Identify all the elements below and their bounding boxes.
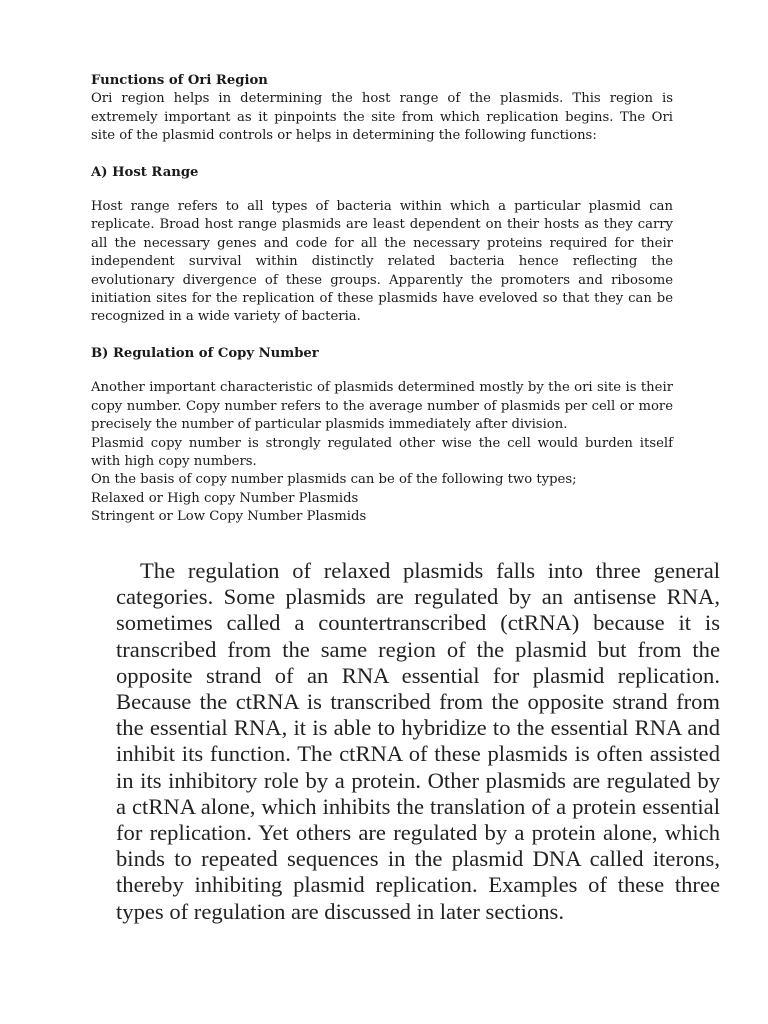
copy-number-paragraph-1: Another important characteristic of plasmids determined mostly by the ori site is their copy number. Copy number refers to the average number of plasmids per cell or more precisely the number of particular plasmids immediately after division. (91, 380, 673, 433)
excerpt-paragraph: The regulation of relaxed plasmids falls into three general categories. Some plasmids are regulated by an antisense RNA, sometimes called a countertranscribed (ctRNA) because it is transcribed from the same region of the plasmid but from the opposite strand of an RNA essential for plasmid replication. Because the ctRNA is transcribed from the opposite strand from the essential RNA, it is able to hybridize to the essential RNA and inhibit its function. The ctRNA of these plasmids is often assisted in its inhibitory role by a protein. Other plasmids are regulated by a ctRNA alone, which inhibits the translation of a protein essential for replication. Yet others are regulated by a protein alone, which binds to repeated sequences in the plasmid DNA called iterons, thereby inhibiting plasmid replication. Examples of these three types of regulation are discussed in later sections. (116, 558, 720, 924)
host-range-paragraph: Host range refers to all types of bacteria within which a particular plasmid can replicate. Broad host range plasmids are least dependent on their hosts as they carry all the necessary genes and code for all the necessary proteins required for their independent survival within distinctly related bacteria hence reflecting the evolutionary divergence of these groups. Apparently the promoters and ribosome initiation sites for the replication of these plasmids have eveloved so that they can be recognized in a wide variety of bacteria. (91, 199, 673, 325)
scanned-textbook-excerpt (116, 558, 720, 925)
copy-number-types-intro: On the basis of copy number plasmids can be of the following two types; (91, 472, 577, 488)
section-title: Functions of Ori Region (91, 73, 268, 88)
intro-paragraph: Ori region helps in determining the host range of the plasmids. This region is extremely important as it pinpoints the site from which replication begins. The Ori site of the plasmid controls or helps in determining the following functions: (91, 91, 673, 144)
copy-number-paragraph-2: Plasmid copy number is strongly regulated other wise the cell would burden itself with high copy numbers. (91, 435, 673, 469)
host-range-heading: A) Host Range (91, 164, 199, 180)
copy-number-type-relaxed: Relaxed or High copy Number Plasmids (91, 490, 359, 506)
copy-number-type-stringent: Stringent or Low Copy Number Plasmids (91, 509, 367, 525)
typed-text-block (91, 72, 673, 527)
copy-number-heading: B) Regulation of Copy Number (91, 345, 319, 361)
